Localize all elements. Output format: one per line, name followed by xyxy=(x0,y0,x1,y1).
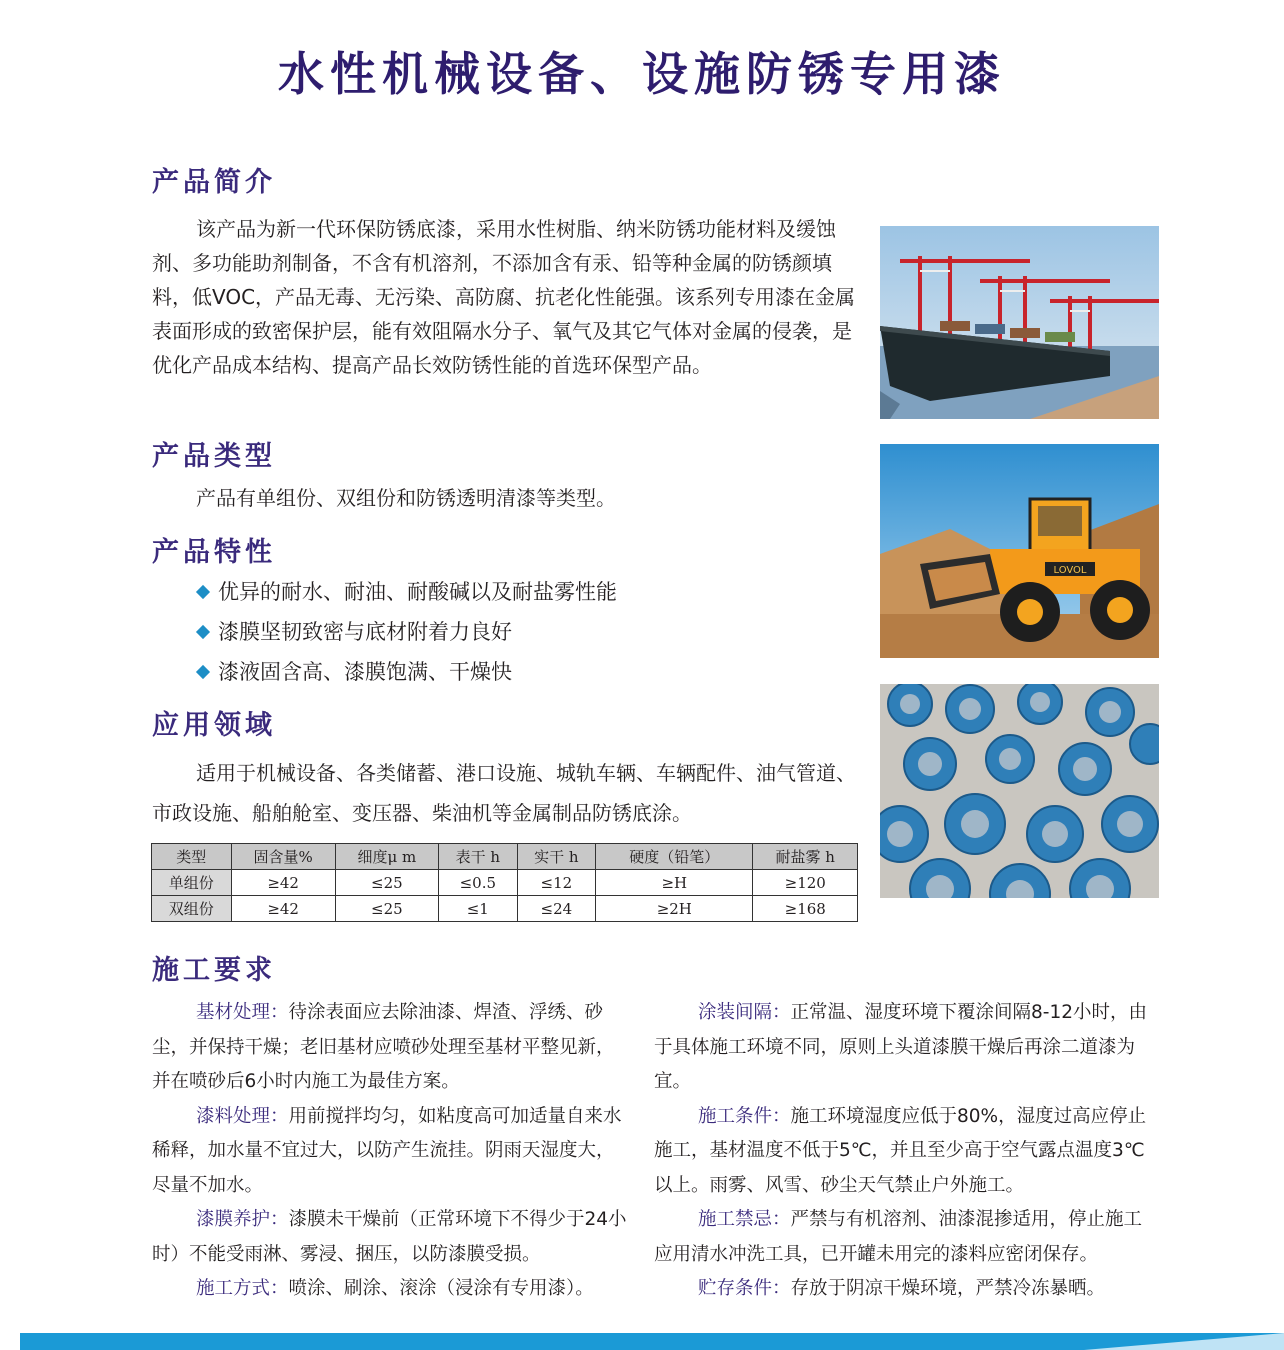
requirements-right-column xyxy=(654,996,1160,1307)
table-cell: ≤0.5 xyxy=(439,870,518,896)
section-heading-construction: 施工要求 xyxy=(152,955,276,986)
wheel-loader-illustration xyxy=(880,444,1159,658)
wheel-loader-photo xyxy=(880,444,1159,658)
table-cell: ≤12 xyxy=(517,870,596,896)
spec-table xyxy=(151,843,858,922)
requirement-text: 严禁与有机溶剂、油漆混掺适用，停止施工应用清水冲洗工具，已开罐未用完的漆料应密闭保存。 xyxy=(654,1209,1143,1265)
requirement-label: 贮存条件： xyxy=(698,1278,791,1299)
section-heading-intro: 产品简介 xyxy=(152,167,276,198)
table-cell: ≥42 xyxy=(231,870,335,896)
port-container-ship-photo xyxy=(880,226,1159,419)
list-item: 漆液固含高、漆膜饱满、干燥快 xyxy=(198,652,617,692)
list-item: 漆膜坚韧致密与底材附着力良好 xyxy=(198,612,617,652)
table-cell: ≥120 xyxy=(753,870,858,896)
table-header-cell: 表干 h xyxy=(439,844,518,870)
intro-text: 该产品为新一代环保防锈底漆，采用水性树脂、纳米防锈功能材料及缓蚀剂、多功能助剂制备，不含有机溶剂，不添加含有汞、铅等种金属的防锈颜填料，低VOC，产品无毒、无污染、高防腐、抗老化性能强。该系列专用漆在金属表面形成的致密保护层，能有效阻隔水分子、氧气及其它气体对金属的侵袭，是优化产品成本结构、提高产品长效防锈性能的首选环保型产品。 xyxy=(152,217,856,377)
types-text: 产品有单组份、双组份和防锈透明清漆等类型。 xyxy=(196,486,616,510)
requirement-text: 施工环境湿度应低于80%，湿度过高应停止施工，基材温度不低于5℃，并且至少高于空气露点温度3℃以上。雨雾、风雪、砂尘天气禁止户外施工。 xyxy=(654,1105,1147,1196)
requirement-paragraph xyxy=(152,1272,632,1307)
diamond-bullet-icon xyxy=(196,585,210,599)
requirement-text: 存放于阴凉干燥环境，严禁冷冻暴晒。 xyxy=(790,1278,1106,1299)
feature-list xyxy=(198,572,617,692)
table-cell: ≥42 xyxy=(231,896,335,922)
requirement-paragraph xyxy=(152,1203,632,1272)
table-header-cell: 类型 xyxy=(152,844,232,870)
table-header-cell: 固含量% xyxy=(231,844,335,870)
requirement-text: 待涂表面应去除油漆、焊渣、浮绣、砂尘，并保持干燥；老旧基材应喷砂处理至基材平整见新，并在喷砂后6小时内施工为最佳方案。 xyxy=(152,1002,615,1092)
application-paragraph xyxy=(152,753,860,833)
requirement-text: 正常温、湿度环境下覆涂间隔8-12小时，由于具体施工环境不同，原则上头道漆膜干燥后再涂二道漆为宜。 xyxy=(654,1002,1148,1092)
requirement-label: 漆料处理： xyxy=(196,1105,289,1127)
table-header-cell: 细度μ m xyxy=(335,844,438,870)
port-ship-illustration xyxy=(880,226,1159,419)
table-cell: ≤24 xyxy=(517,896,596,922)
table-cell: 单组份 xyxy=(152,870,232,896)
table-cell: 双组份 xyxy=(152,896,232,922)
diamond-bullet-icon xyxy=(196,665,210,679)
requirement-label: 漆膜养护： xyxy=(196,1209,289,1230)
requirements-left-column xyxy=(152,996,632,1307)
table-header-row xyxy=(152,844,858,870)
table-header-cell: 实干 h xyxy=(517,844,596,870)
table-cell: ≥2H xyxy=(596,896,753,922)
requirement-paragraph xyxy=(152,1100,632,1204)
requirement-text: 漆膜未干燥前（正常环境下不得少于24小时）不能受雨淋、雾浸、捆压，以防漆膜受损。 xyxy=(152,1209,627,1265)
section-heading-features: 产品特性 xyxy=(152,537,276,568)
table-cell: ≤25 xyxy=(335,870,438,896)
requirement-label: 涂装间隔： xyxy=(698,1002,791,1023)
requirement-label: 施工方式： xyxy=(196,1278,289,1299)
application-text: 适用于机械设备、各类储蓄、港口设施、城轨车辆、车辆配件、油气管道、市政设施、船舶舱室、变压器、柴油机等金属制品防锈底涂。 xyxy=(152,761,856,825)
requirement-paragraph xyxy=(654,1203,1160,1272)
requirement-text: 用前搅拌均匀，如粘度高可加适量自来水稀释，加水量不宜过大，以防产生流挂。阴雨天湿度大，尽量不加水。 xyxy=(152,1105,622,1196)
table-header-cell: 硬度（铅笔） xyxy=(596,844,753,870)
diamond-bullet-icon xyxy=(196,625,210,639)
requirement-label: 施工禁忌： xyxy=(698,1209,791,1230)
table-cell: ≤25 xyxy=(335,896,438,922)
requirement-paragraph xyxy=(654,1272,1160,1307)
intro-paragraph xyxy=(152,212,860,382)
section-heading-types: 产品类型 xyxy=(152,441,276,472)
requirement-text: 喷涂、刷涂、滚涂（浸涂有专用漆）。 xyxy=(288,1278,594,1299)
page-title: 水性机械设备、设施防锈专用漆 xyxy=(278,47,1006,101)
loader-brand-text: LOVOL xyxy=(1053,565,1087,576)
table-row xyxy=(152,870,858,896)
section-heading-application: 应用领域 xyxy=(152,710,276,741)
requirement-paragraph xyxy=(152,996,632,1100)
list-item: 优异的耐水、耐油、耐酸碱以及耐盐雾性能 xyxy=(198,572,617,612)
bar-notch xyxy=(1084,1333,1284,1350)
requirement-label: 基材处理： xyxy=(196,1002,289,1023)
table-cell: ≥H xyxy=(596,870,753,896)
requirement-label: 施工条件： xyxy=(698,1105,791,1127)
types-paragraph xyxy=(152,481,860,515)
table-cell: ≥168 xyxy=(753,896,858,922)
pipe-fittings-illustration xyxy=(880,684,1159,898)
requirement-paragraph xyxy=(654,996,1160,1100)
requirement-paragraph xyxy=(654,1100,1160,1204)
table-row xyxy=(152,896,858,922)
bottom-decorative-bar xyxy=(20,1333,1284,1350)
blue-painted-pipe-fittings-photo xyxy=(880,684,1159,898)
table-header-cell: 耐盐雾 h xyxy=(753,844,858,870)
table-cell: ≤1 xyxy=(439,896,518,922)
